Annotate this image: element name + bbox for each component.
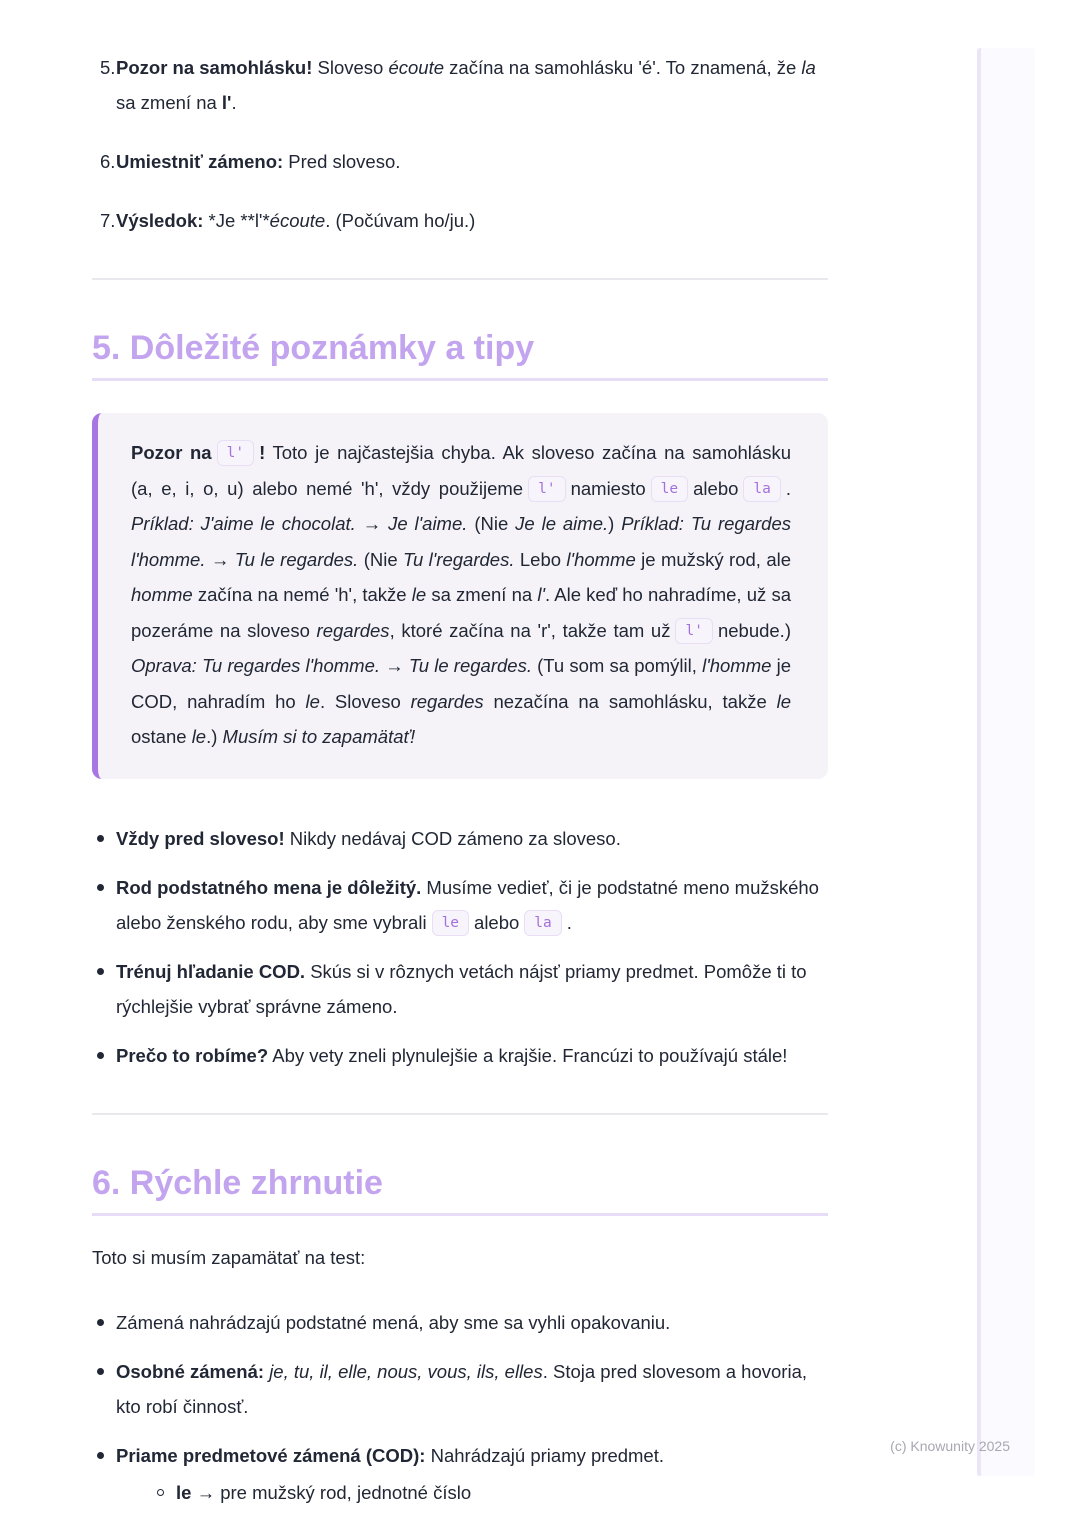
bullet-icon <box>97 1052 104 1059</box>
footer-copyright: (c) Knowunity 2025 <box>890 1438 1010 1454</box>
section-divider <box>92 1113 828 1115</box>
list-item <box>92 1305 828 1340</box>
section-5-heading: 5. Dôležité poznámky a tipy <box>92 326 828 381</box>
list-item-text: Pozor na samohlásku! Sloveso écoute začína na samohlásku 'é'. To znamená, že la sa zmení na l'. <box>116 57 816 113</box>
list-item <box>92 50 828 120</box>
list-item <box>92 1438 828 1510</box>
list-item-text: Prečo to robíme? Aby vety zneli plynulejšie a krajšie. Francúzi to používajú stále! <box>116 1044 788 1066</box>
list-item-text: Zámená nahrádzajú podstatné mená, aby sme sa vyhli opakovaniu. <box>116 1311 671 1333</box>
steps-list <box>92 50 828 238</box>
section-divider <box>92 278 828 280</box>
list-item-text <box>116 1438 828 1510</box>
list-item <box>92 144 828 179</box>
list-item <box>92 954 828 1024</box>
list-item-lead: Priame predmetové zámená (COD): Nahrádzajú priamy predmet. <box>116 1444 665 1466</box>
callout-text: Pozor na l' ! Toto je najčastejšia chyba. Ak sloveso začína na samohlásku (a, e, i, o, u) alebo nemé 'h', vždy použijeme l' namiesto le alebo la . Príklad: J'aime le chocolat. → Je l'aime. (Nie Je le aime.) Príklad: Tu regardes l'homme. → Tu le regardes. (Nie Tu l'regardes. Lebo l'homme je mužský rod, ale homme začína na nemé 'h', takže le sa zmení na l'. Ale keď ho nahradíme, už sa pozeráme na sloveso regardes, ktoré začína na 'r', takže tam už l' nebude.) Oprava: Tu regardes l'homme. → Tu le regardes. (Tu som sa pomýlil, l'homme je COD, nahradím ho le. Sloveso regardes nezačína na samohlásku, takže le ostane le.) Musím si to zapamätať! <box>131 442 792 747</box>
bullet-icon <box>97 835 104 842</box>
summary-bullet-list <box>92 1305 828 1510</box>
bullet-icon <box>97 1319 104 1326</box>
list-item <box>92 1038 828 1073</box>
list-item-text: Vždy pred sloveso! Nikdy nedávaj COD zámeno za sloveso. <box>116 827 621 849</box>
list-item-text: Výsledok: *Je **l'*écoute. (Počúvam ho/ju.) <box>116 210 476 231</box>
bullet-icon <box>97 1452 104 1459</box>
section-6-heading: 6. Rýchle zhrnutie <box>92 1161 828 1216</box>
sub-bullet-icon <box>157 1489 164 1496</box>
list-item-text: Rod podstatného mena je dôležitý. Musíme vedieť, či je podstatné meno mužského alebo ženského rodu, aby sme vybrali le alebo la . <box>116 870 828 940</box>
scrollbar-track[interactable] <box>977 48 1035 1476</box>
list-item-number: 7. <box>100 210 116 231</box>
bullet-icon <box>97 884 104 891</box>
list-item-number: 5. <box>100 57 116 78</box>
list-item <box>92 1354 828 1424</box>
list-item <box>152 1475 828 1510</box>
summary-intro: Toto si musím zapamätať na test: <box>92 1246 366 1268</box>
bullet-icon <box>97 1368 104 1375</box>
list-item-text: le → pre mužský rod, jednotné číslo <box>176 1481 472 1503</box>
list-item-text: Trénuj hľadanie COD. Skús si v rôznych vetách nájsť priamy predmet. Pomôže ti to rýchlejšie vybrať správne zámeno. <box>116 960 807 1017</box>
tips-bullet-list <box>92 821 828 1073</box>
list-item-number: 6. <box>100 151 116 172</box>
bullet-icon <box>97 968 104 975</box>
sub-bullet-list <box>152 1475 828 1510</box>
list-item <box>92 870 828 940</box>
document-content <box>92 50 828 1524</box>
list-item <box>92 203 828 238</box>
list-item-text: Osobné zámená: je, tu, il, elle, nous, vous, ils, elles. Stoja pred slovesom a hovoria, kto robí činnosť. <box>116 1360 807 1417</box>
list-item <box>92 821 828 856</box>
tip-callout <box>92 413 828 779</box>
list-item-text: Umiestniť zámeno: Pred sloveso. <box>116 151 401 172</box>
